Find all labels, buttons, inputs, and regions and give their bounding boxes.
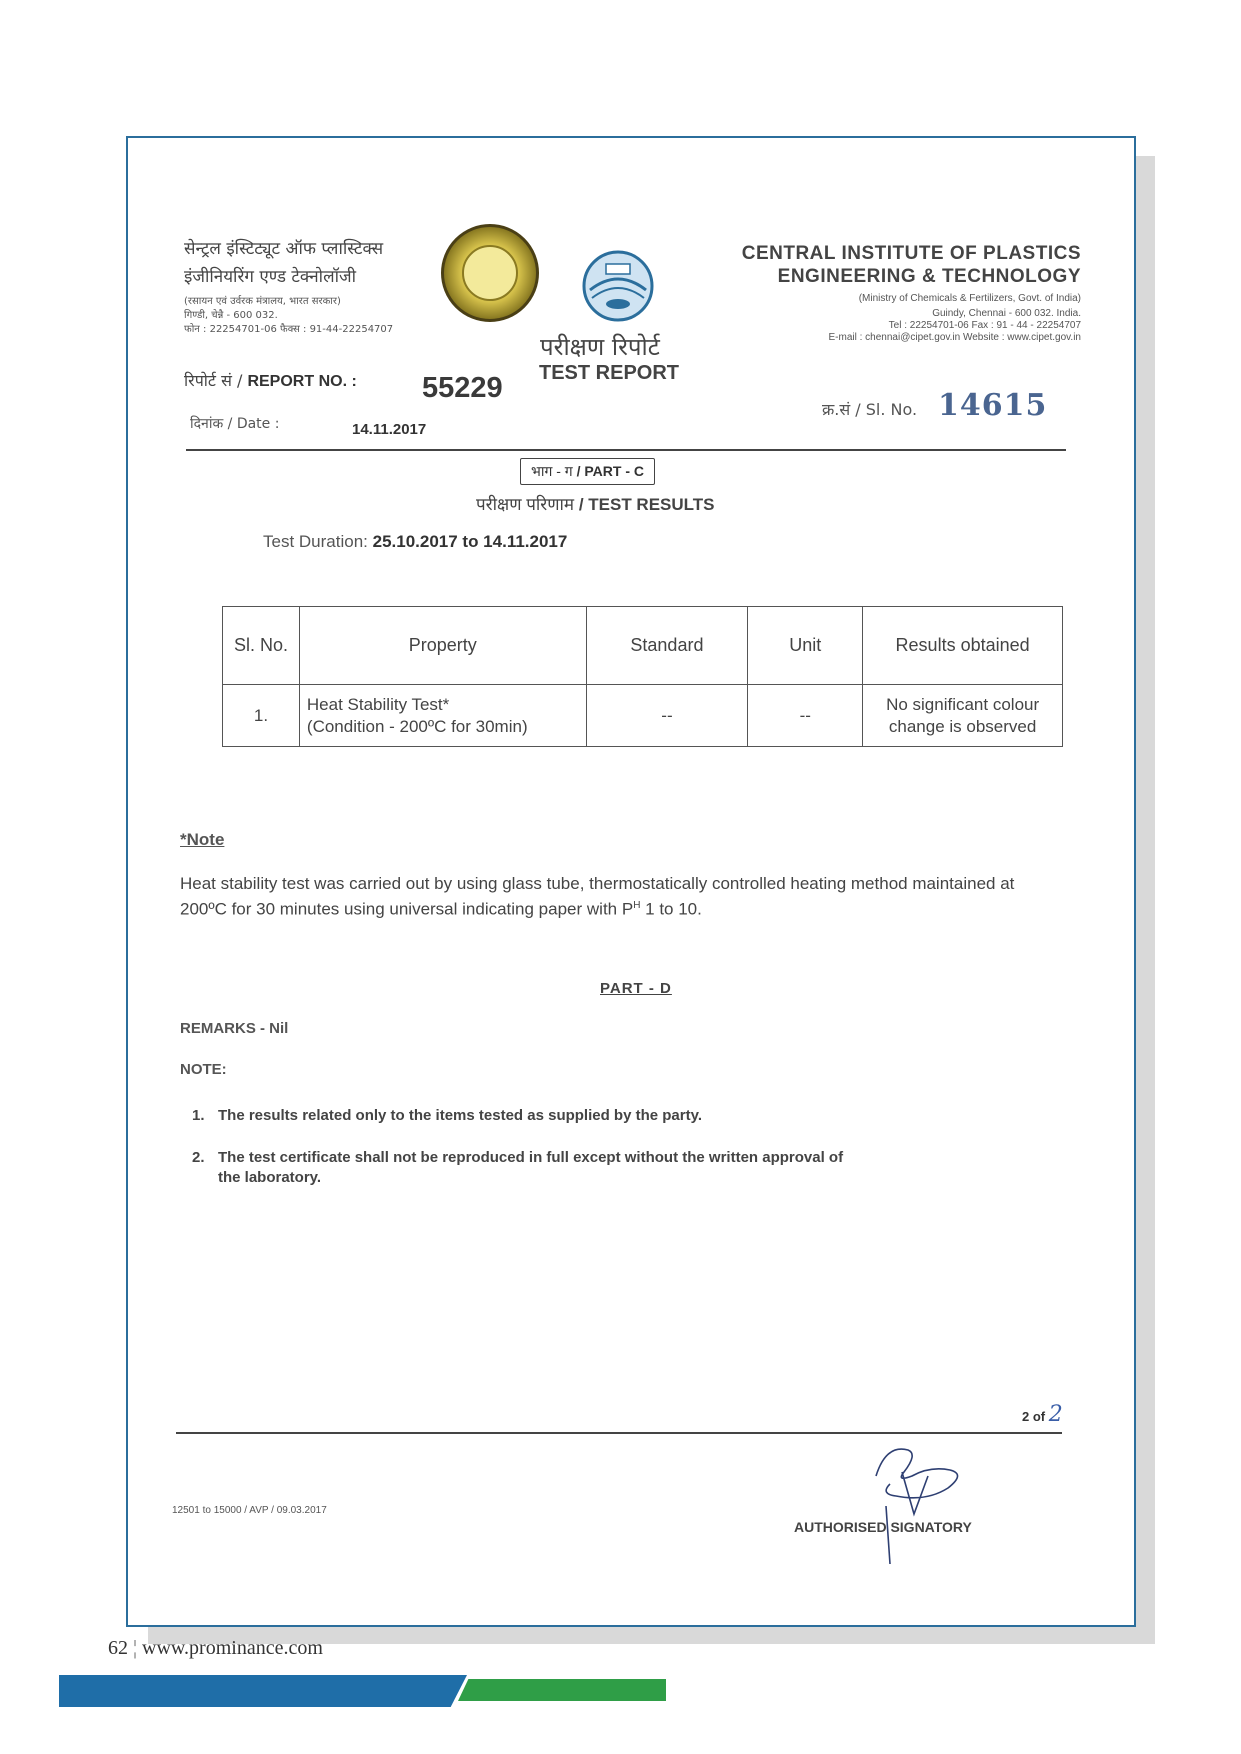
test-duration: Test Duration: 25.10.2017 to 14.11.2017 (263, 532, 568, 551)
serial-number: 14615 (938, 388, 1048, 423)
note-label: NOTE: (180, 1061, 227, 1078)
note-text: Heat stability test was carried out by using glass tube, thermostatically controlled heating method maintained at 200ºC for 30 minutes using universal indicating paper with $P^H$ 1 to 10. (180, 874, 1015, 919)
address-line: Guindy, Chennai - 600 032. India. (932, 308, 1081, 319)
header-results: Results obtained (863, 607, 1063, 685)
report-number-label: रिपोर्ट सं / REPORT NO. : (184, 371, 357, 390)
serial-number-label: क्र.सं / Sl. No. (822, 400, 918, 419)
footer-bar-blue (59, 1675, 467, 1707)
cell-standard: -- (586, 685, 748, 747)
table-header-row (223, 607, 1063, 685)
note-item: 1. The results related only to the items tested as supplied by the party. (192, 1107, 703, 1124)
report-number: 55229 (422, 372, 503, 404)
phone-fax-line: Tel : 22254701-06 Fax : 91 - 44 - 22254707 (888, 320, 1081, 331)
form-code: 12501 to 15000 / AVP / 09.03.2017 (172, 1505, 327, 1516)
cipet-logo-icon (580, 248, 656, 324)
ministry-line: (Ministry of Chemicals & Fertilizers, Govt. of India) (858, 293, 1081, 304)
test-report-title-hindi: परीक्षण रिपोर्ट (540, 333, 660, 361)
header-unit: Unit (748, 607, 863, 685)
table-row (223, 685, 1063, 747)
test-results-heading: परीक्षण परिणाम / TEST RESULTS (476, 495, 715, 514)
part-c-label: भाग - ग / PART - C (520, 458, 655, 485)
cell-result (863, 685, 1063, 747)
institute-name-hindi-line2: इंजीनियरिंग एण्ड टेक्नोलॉजी (184, 267, 357, 287)
institute-name-line2: ENGINEERING & TECHNOLOGY (777, 266, 1081, 287)
website-link[interactable]: www.prominance.com (142, 1637, 323, 1659)
page-count: 2 of 2 (1022, 1402, 1063, 1427)
header-divider (186, 449, 1066, 451)
institute-name-hindi-line1: सेन्ट्रल इंस्टिट्यूट ऑफ प्लास्टिक्स (184, 239, 384, 259)
emblem-seal-icon (441, 224, 539, 322)
result-line2: change is observed (888, 716, 1037, 736)
authorised-signatory: AUTHORISED SIGNATORY (794, 1519, 972, 1535)
property-condition: (Condition - 200ºC for 30min) (306, 716, 528, 736)
address-hindi: गिण्डी, चेन्नै - 600 032. (184, 310, 278, 321)
ministry-hindi: (रसायन एवं उर्वरक मंत्रालय, भारत सरकार) (184, 296, 341, 307)
page-number: 62 (108, 1637, 128, 1659)
results-table (222, 606, 1063, 747)
signature-icon (856, 1436, 976, 1564)
header-sl-no: Sl. No. (223, 607, 300, 685)
property-name: Heat Stability Test* (306, 694, 450, 714)
page-footer: 62 ¦ www.prominance.com (108, 1637, 323, 1659)
note-heading: *Note (180, 830, 225, 849)
note-item: 2. The test certificate shall not be reproduced in full except without the written approval of the laboratory. (192, 1149, 844, 1186)
part-d-heading: PART - D (600, 980, 672, 997)
cell-unit: -- (748, 685, 863, 747)
result-line1: No significant colour (886, 694, 1040, 714)
date-label: दिनांक / Date : (190, 416, 280, 432)
cell-sl-no: 1. (223, 685, 300, 747)
header-standard: Standard (586, 607, 748, 685)
cell-property (299, 685, 586, 747)
report-date: 14.11.2017 (352, 421, 427, 438)
phone-hindi: फोन : 22254701-06 फैक्स : 91-44-22254707 (184, 324, 394, 335)
institute-name-line1: CENTRAL INSTITUTE OF PLASTICS (741, 243, 1081, 264)
footer-divider (176, 1432, 1062, 1434)
email-website-line: E-mail : chennai@cipet.gov.in Website : www.cipet.gov.in (828, 332, 1081, 343)
footer-bar-green (458, 1679, 666, 1701)
test-report-title: TEST REPORT (539, 362, 680, 384)
remarks: REMARKS - Nil (180, 1020, 289, 1037)
header-property: Property (299, 607, 586, 685)
